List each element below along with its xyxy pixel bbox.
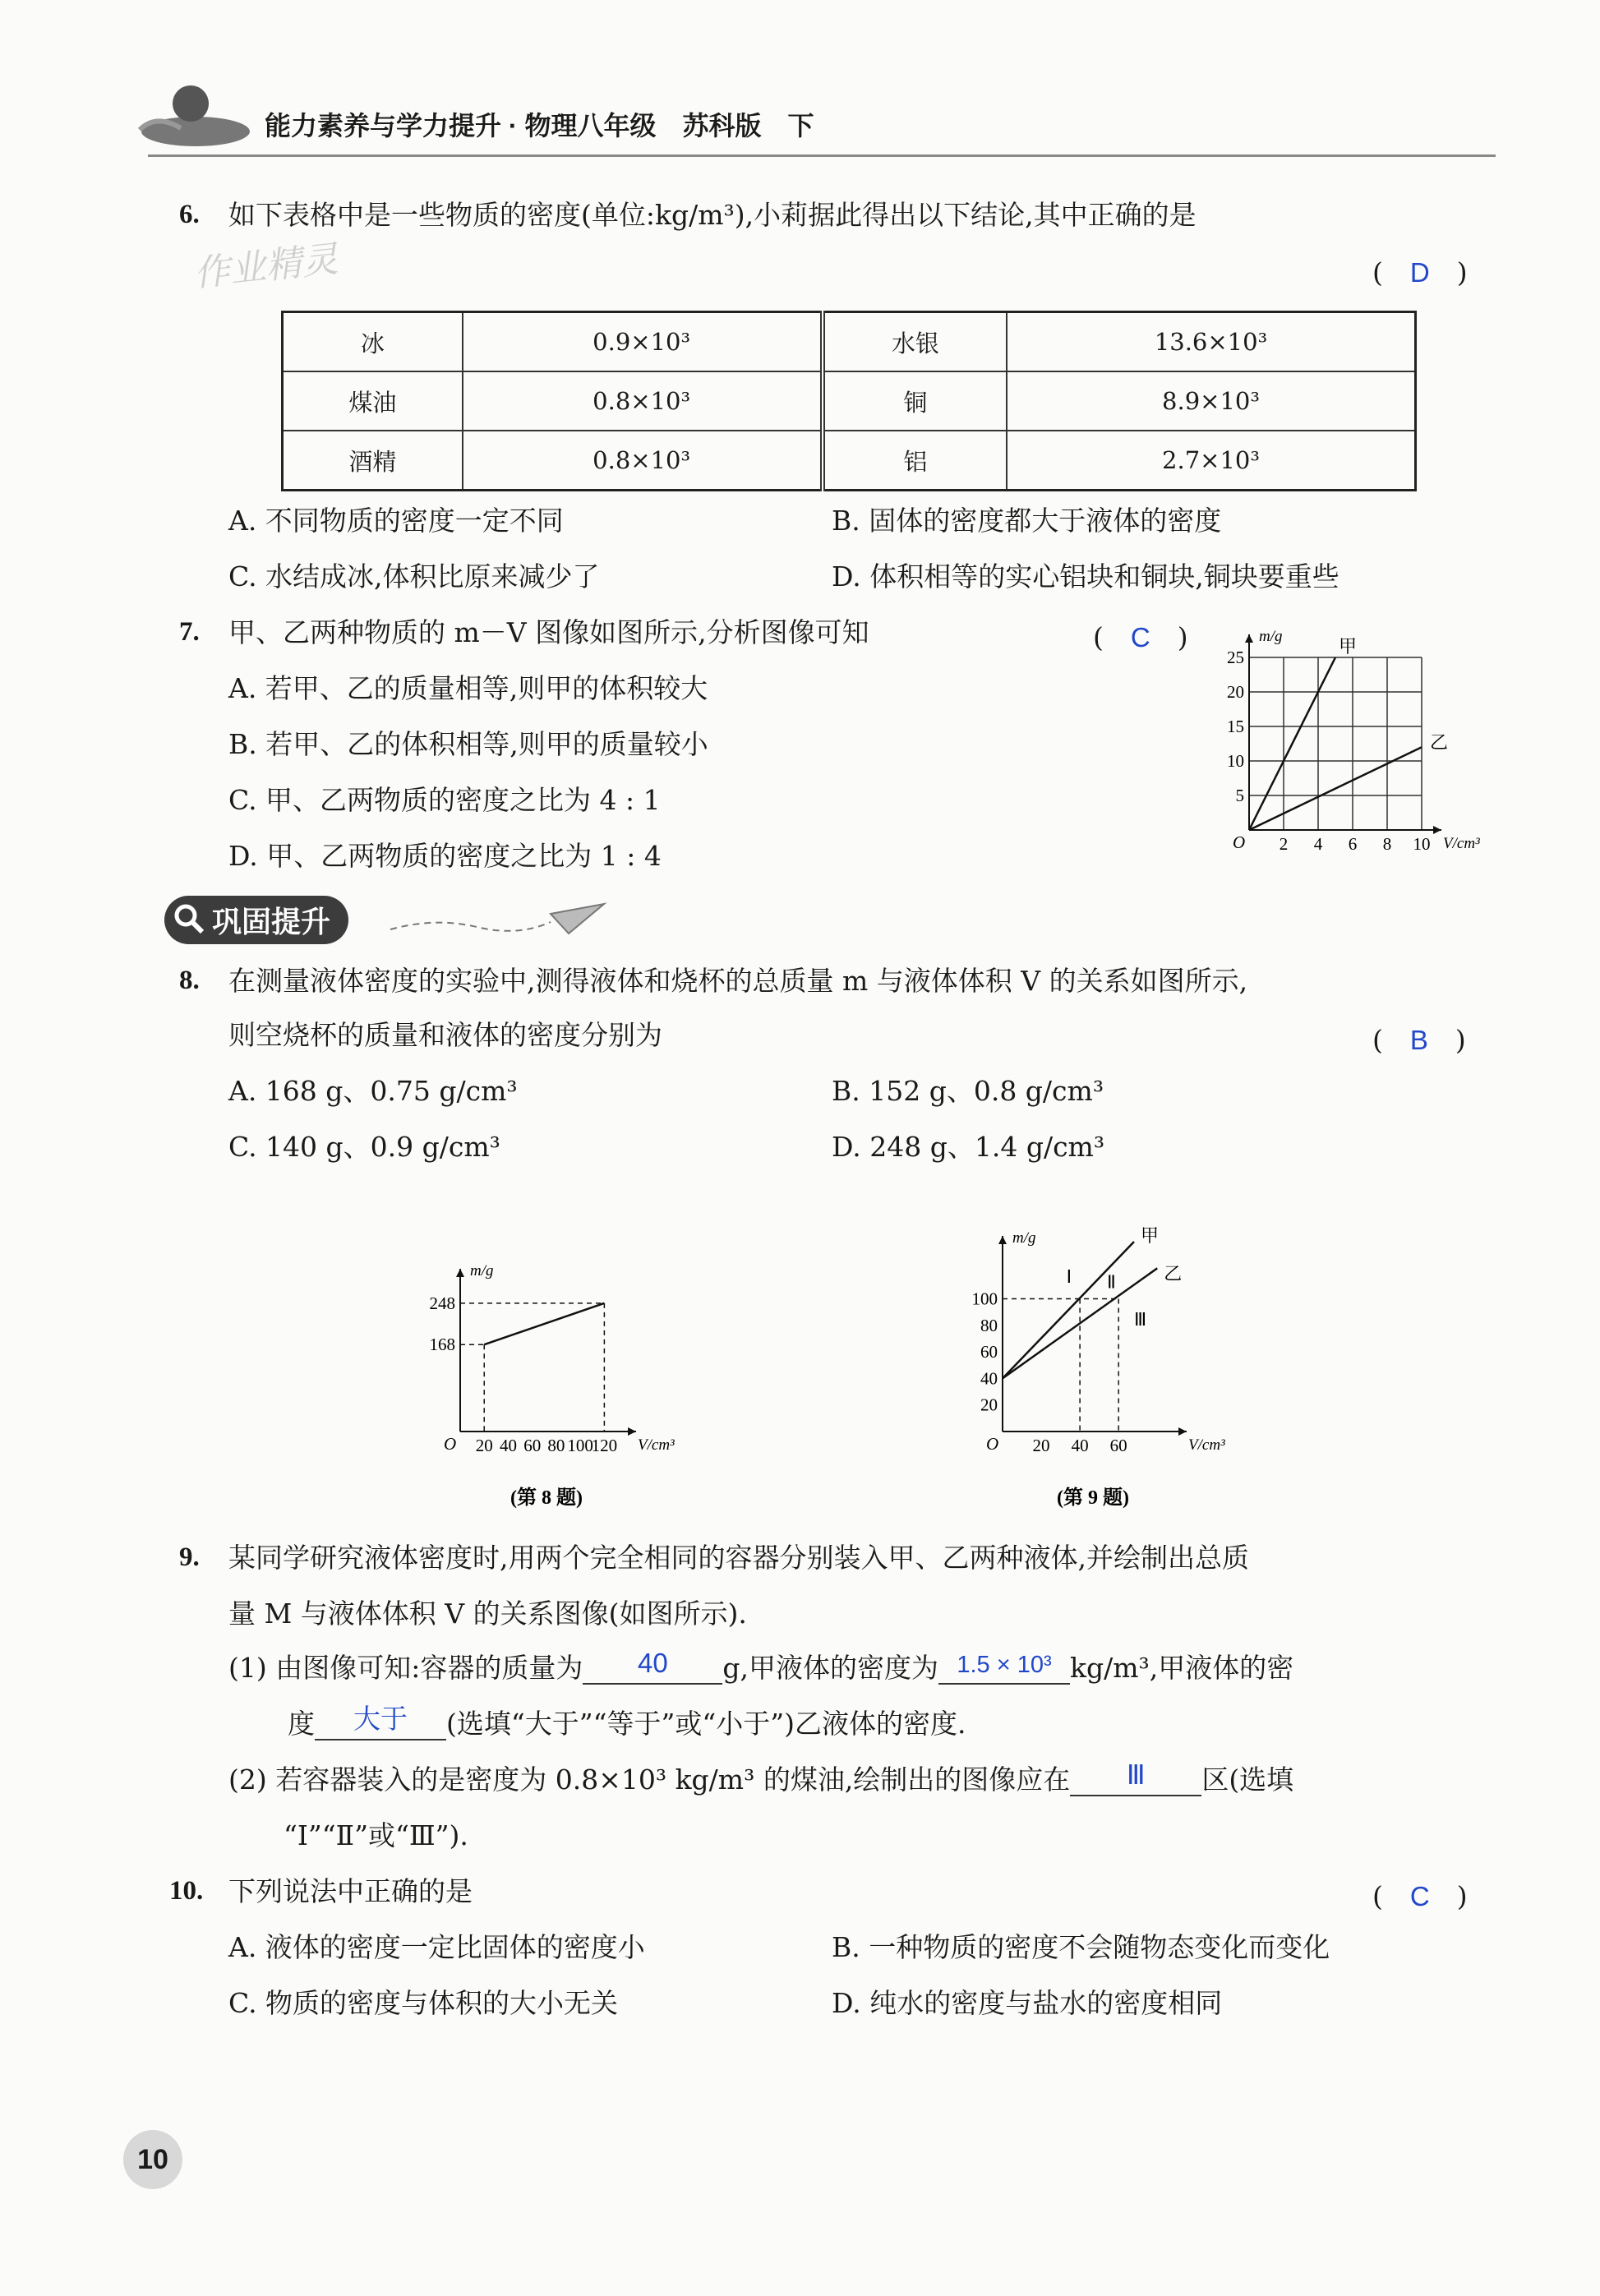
table-cell: 铝: [823, 431, 1007, 491]
q8-option-b: B. 152 g、0.8 g/cm³: [832, 1075, 1104, 1107]
x-tick-label: 60: [1109, 1436, 1127, 1455]
y-tick-label: 168: [429, 1335, 455, 1355]
q9-part2-line2: “Ⅰ”“Ⅱ”或“Ⅲ”).: [284, 1819, 468, 1851]
table-cell: 冰: [283, 312, 463, 372]
y-tick-label: 25: [1227, 648, 1244, 667]
watermark: 作业精灵: [191, 237, 340, 296]
q9-blank-mass[interactable]: [583, 1648, 722, 1685]
x-axis-arrow: [628, 1427, 636, 1436]
q9-part1-line1: [228, 1648, 1294, 1685]
q6-answer-paren: ( D ): [1372, 256, 1468, 288]
q6-option-a: A. 不同物质的密度一定不同: [228, 505, 564, 537]
table-cell: 2.7×10³: [1007, 431, 1415, 491]
q9-part1-line2: [288, 1704, 966, 1740]
series-label: 甲: [1339, 636, 1358, 657]
q9-part1-text-d: 度: [288, 1708, 315, 1740]
x-tick-label: 60: [523, 1436, 542, 1455]
y-axis-label: m/g: [1012, 1229, 1036, 1247]
book-logo-icon: [131, 81, 255, 150]
table-cell: 13.6×10³: [1007, 312, 1415, 372]
q7-option-d: D. 甲、乙两物质的密度之比为 1 : 4: [228, 840, 662, 872]
q10-option-c: C. 物质的密度与体积的大小无关: [228, 1987, 619, 2019]
q9-part2-line1: [228, 1759, 1294, 1796]
q7-answer: C: [1130, 622, 1150, 652]
q8-number: 8.: [179, 966, 200, 995]
data-line: [484, 1303, 604, 1344]
y-axis-arrow: [1245, 634, 1253, 643]
q7-answer-paren: ( C ): [1093, 621, 1188, 653]
x-tick-label: 40: [499, 1436, 517, 1455]
table-cell: 水银: [823, 312, 1007, 372]
y-axis-label: m/g: [470, 1262, 494, 1279]
x-tick-label: 80: [547, 1436, 565, 1455]
q9-blank-density[interactable]: [938, 1651, 1070, 1685]
q10-option-d: D. 纯水的密度与盐水的密度相同: [832, 1987, 1223, 2019]
region-label: Ⅱ: [1107, 1271, 1116, 1293]
origin-label: O: [444, 1434, 457, 1454]
q7-option-b: B. 若甲、乙的体积相等,则甲的质量较小: [228, 728, 708, 760]
density-table: [281, 311, 1417, 491]
q8-answer-paren: ( B ): [1372, 1024, 1466, 1056]
x-tick-label: 40: [1071, 1436, 1089, 1455]
x-axis-label: V/cm³: [638, 1436, 675, 1454]
x-tick-label: 120: [591, 1436, 618, 1455]
q10-option-a: A. 液体的密度一定比固体的密度小: [228, 1931, 645, 1963]
region-label: Ⅰ: [1066, 1266, 1072, 1288]
x-tick-label: 20: [475, 1436, 493, 1455]
table-row: [283, 431, 1416, 491]
origin-label: O: [986, 1434, 999, 1454]
q9-number: 9.: [179, 1542, 200, 1572]
series-line-yi: [1249, 747, 1422, 830]
q6-option-c: C. 水结成冰,体积比原来减少了: [228, 560, 600, 592]
q6-number: 6.: [179, 200, 200, 229]
page-number: 10: [123, 2130, 182, 2189]
q9-part1-text-e: (选填“大于”“等于”或“小于”)乙液体的密度.: [446, 1708, 966, 1740]
table-cell: 0.8×10³: [463, 431, 823, 491]
series-label: 甲: [1141, 1225, 1160, 1246]
q8-option-c: C. 140 g、0.9 g/cm³: [228, 1131, 500, 1163]
x-axis-arrow: [1433, 826, 1441, 834]
x-tick-label: 20: [1032, 1436, 1050, 1455]
q9-blank-compare[interactable]: [315, 1704, 446, 1740]
x-tick-label: 4: [1313, 834, 1323, 854]
q6-option-b: B. 固体的密度都大于液体的密度: [832, 505, 1222, 537]
q9-answer-compare: 大于: [353, 1704, 408, 1734]
x-tick-label: 8: [1382, 834, 1392, 854]
y-tick-label: 80: [980, 1315, 998, 1335]
table-cell: 酒精: [283, 431, 463, 491]
q8-option-d: D. 248 g、1.4 g/cm³: [832, 1131, 1105, 1163]
y-axis-label: m/g: [1259, 628, 1283, 645]
q10-stem: 下列说法中正确的是: [228, 1875, 473, 1907]
y-axis-arrow: [456, 1269, 464, 1277]
q10-number: 10.: [169, 1876, 204, 1906]
q9-answer-mass: 40: [638, 1648, 668, 1678]
y-tick-label: 5: [1235, 786, 1244, 805]
q6-option-d: D. 体积相等的实心铝块和铜块,铜块要重些: [832, 560, 1339, 592]
origin-label: O: [1233, 832, 1246, 852]
y-tick-label: 20: [980, 1395, 998, 1415]
q7-option-a: A. 若甲、乙的质量相等,则甲的体积较大: [228, 672, 708, 704]
x-axis-arrow: [1178, 1427, 1187, 1436]
search-icon: [171, 901, 207, 937]
q9-part1-text-b: g,甲液体的密度为: [722, 1652, 938, 1684]
y-tick-label: 10: [1227, 751, 1244, 771]
section-banner-label: 巩固提升: [212, 905, 331, 938]
table-row: [283, 312, 1416, 372]
table-cell: 8.9×10³: [1007, 371, 1415, 431]
y-tick-label: 15: [1227, 717, 1244, 736]
series-label: 乙: [1164, 1263, 1183, 1284]
series-label: 乙: [1430, 732, 1449, 754]
q8-stem-line2: 则空烧杯的质量和液体的密度分别为: [228, 1019, 662, 1051]
q8-answer: B: [1409, 1025, 1428, 1055]
q8-stem-line1: 在测量液体密度的实验中,测得液体和烧杯的总质量 m 与液体体积 V 的关系如图所示,: [228, 965, 1248, 997]
q9-answer-density: 1.5 × 10³: [957, 1651, 1052, 1678]
q9-chart: [953, 1200, 1282, 1528]
region-label: Ⅲ: [1134, 1308, 1147, 1330]
q10-option-b: B. 一种物质的密度不会随物态变化而变化: [832, 1931, 1330, 1963]
table-cell: 煤油: [283, 371, 463, 431]
q8-option-a: A. 168 g、0.75 g/cm³: [228, 1075, 518, 1107]
q10-answer-paren: ( C ): [1372, 1880, 1468, 1912]
q8-chart: [411, 1257, 756, 1528]
q9-part1-text-c: kg/m³,甲液体的密: [1069, 1652, 1294, 1684]
q9-part2-text-a: (2) 若容器装入的是密度为 0.8×10³ kg/m³ 的煤油,绘制出的图像应在: [228, 1763, 1071, 1796]
header-rule: [148, 154, 1496, 157]
q9-blank-region[interactable]: [1070, 1759, 1201, 1796]
header-logo: [131, 81, 255, 150]
q9-stem-line2: 量 M 与液体体积 V 的关系图像(如图所示).: [228, 1598, 747, 1630]
x-tick-label: 2: [1279, 834, 1289, 854]
q6-stem: 如下表格中是一些物质的密度(单位:kg/m³),小莉据此得出以下结论,其中正确的是: [228, 199, 1197, 231]
chart-caption: (第 9 题): [1057, 1487, 1129, 1509]
table-cell: 铜: [823, 371, 1007, 431]
table-cell: 0.9×10³: [463, 312, 823, 372]
table-cell: 0.8×10³: [463, 371, 823, 431]
y-tick-label: 40: [980, 1368, 998, 1389]
x-tick-label: 6: [1348, 834, 1358, 854]
x-tick-label: 100: [567, 1436, 593, 1455]
y-tick-label: 100: [971, 1289, 998, 1309]
x-tick-label: 10: [1413, 834, 1431, 854]
q9-stem-line1: 某同学研究液体密度时,用两个完全相同的容器分别装入甲、乙两种液体,并绘制出总质: [228, 1542, 1249, 1574]
q9-part2-text-b: 区(选填: [1201, 1763, 1294, 1796]
q6-answer: D: [1409, 257, 1430, 288]
q9-part1-text-a: (1) 由图像可知:容器的质量为: [228, 1652, 583, 1684]
q10-answer: C: [1409, 1881, 1430, 1911]
q7-option-c: C. 甲、乙两物质的密度之比为 4 : 1: [228, 784, 661, 816]
y-axis-arrow: [998, 1236, 1007, 1244]
chart-caption: (第 8 题): [510, 1487, 583, 1509]
q7-stem: 甲、乙两种物质的 m－V 图像如图所示,分析图像可知: [228, 616, 869, 648]
header-title: 能力素养与学力提升 · 物理八年级 苏科版 下: [265, 111, 814, 141]
q7-number: 7.: [179, 617, 200, 647]
series-line-jia: [1249, 657, 1335, 830]
x-axis-label: V/cm³: [1188, 1436, 1225, 1454]
table-row: [283, 371, 1416, 431]
x-axis-label: V/cm³: [1443, 835, 1480, 852]
paper-plane-icon: [386, 892, 608, 942]
y-tick-label: 60: [980, 1342, 998, 1362]
series-line-jia: [1003, 1242, 1134, 1378]
q9-answer-region: Ⅲ: [1126, 1759, 1146, 1790]
q7-chart: [1208, 615, 1496, 861]
y-tick-label: 20: [1227, 682, 1244, 702]
y-tick-label: 248: [429, 1293, 455, 1313]
